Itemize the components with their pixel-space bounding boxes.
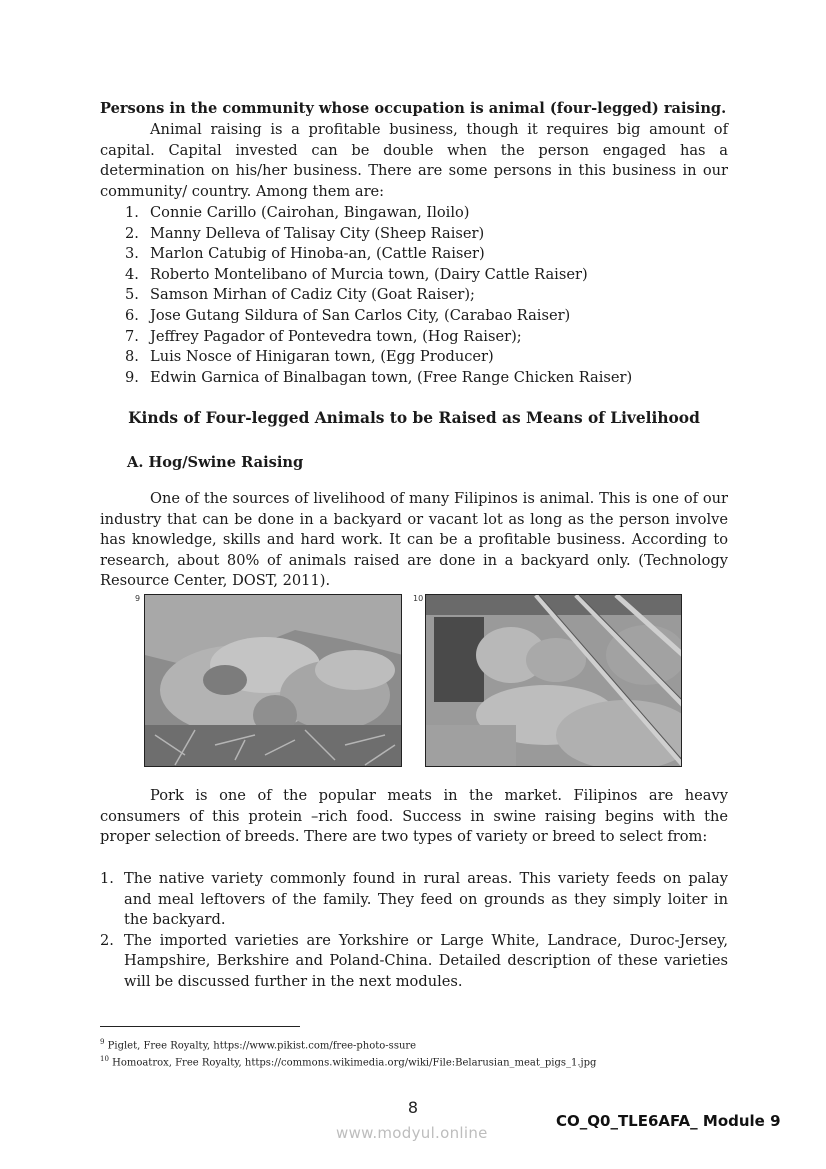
footnote-9: $^9$ Piglet, Free Royalty, https://www.pikist.com/free-photo-ssure [100,1038,417,1052]
hog-paragraph-2: Pork is one of the popular meats in the market. Filipinos are heavy consumers of this protein –rich food. Success in swine raising begins with the proper selection of breeds. There are two types of variety or breed to select from: [100,787,728,846]
piglets-photo-icon [145,595,402,767]
figure-number: 9 [135,594,141,603]
list-item: 6. Jose Gutang Sildura of San Carlos City, (Carabao Raiser) [125,306,571,324]
footnote-divider [100,1026,300,1027]
list-item: 4. Roberto Montelibano of Murcia town, (Dairy Cattle Raiser) [125,265,588,283]
page-number: 8 [407,1098,419,1117]
footnote-10: $^{10}$ Homoatrox, Free Royalty, https://commons.wikimedia.org/wiki/File:Belarusian_meat_pigs_1.jpg [100,1055,597,1069]
subheading-hog-raising: A. Hog/Swine Raising [127,454,304,471]
section-title-kinds: Kinds of Four-legged Animals to be Raised as Means of Livelihood [128,409,700,427]
list-item: 9. Edwin Garnica of Binalbagan town, (Free Range Chicken Raiser) [125,368,633,386]
figure-piglets-image [144,594,402,767]
watermark: www.modyul.online [336,1124,488,1142]
hog-paragraph-1: One of the sources of livelihood of many Filipinos is animal. This is one of our industry that can be done in a backyard or vacant lot as long as the person involve has knowledge, skills and hard work. It can be a profitable business. According to research, about 80% of animals raised are done in a backyard only. (Technology Resource Center, DOST, 2011). [100,490,728,590]
list-item: 1. The native variety commonly found in rural areas. This variety feeds on palay and meal leftovers of the family. They feed on grounds as they simply loiter in the backyard. [100,870,728,929]
section-heading-persons: Persons in the community whose occupation is animal (four-legged) raising. [100,100,727,117]
module-code: CO_Q0_TLE6AFA_ Module 9 [556,1112,781,1130]
list-item: 2. Manny Delleva of Talisay City (Sheep Raiser) [125,224,485,242]
figure-meat-pigs-image [425,594,682,767]
list-item: 8. Luis Nosce of Hinigaran town, (Egg Producer) [125,348,494,366]
list-item: 3. Marlon Catubig of Hinoba-an, (Cattle Raiser) [125,245,485,263]
varieties-list [100,869,728,993]
figure-number: 10 [413,594,424,603]
list-item: 1. Connie Carillo (Cairohan, Bingawan, Iloilo) [125,204,470,221]
list-item: 7. Jeffrey Pagador of Pontevedra town, (Hog Raiser); [125,327,522,345]
list-item: 2. The imported varieties are Yorkshire or Large White, Landrace, Duroc-Jersey, Hampshire, Berkshire and Poland-China. Detailed description of these varieties will be discussed further in the next modules. [100,931,728,990]
list-item: 5. Samson Mirhan of Cadiz City (Goat Raiser); [125,286,475,304]
intro-paragraph: Animal raising is a profitable business, though it requires big amount of capital. Capital invested can be double when the person engaged has a determination on his/her business. There are some persons in this business in our community/ country. Among them are: [100,121,728,200]
meat-pigs-photo-icon [426,595,682,767]
persons-list [100,203,728,388]
